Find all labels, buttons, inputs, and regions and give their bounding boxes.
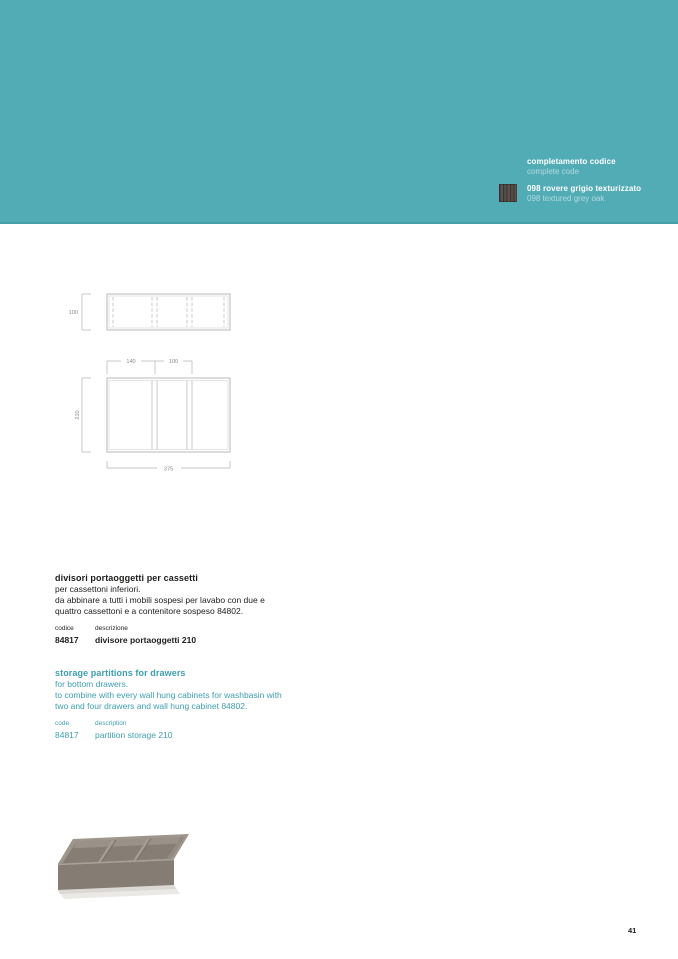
col-header-desc: description [95, 720, 127, 727]
finish-label-en: complete code [527, 167, 580, 176]
col-header-desc: descrizione [95, 625, 128, 632]
product-title-en: storage partitions for drawers [55, 668, 186, 678]
product-info-it [55, 573, 355, 645]
spec-table-it [55, 625, 355, 645]
col-header-code: codice [55, 625, 74, 632]
page-number: 41 [628, 926, 637, 935]
product-desc-line: two and four drawers and wall hung cabinet 84802. [55, 701, 248, 711]
finish-names [527, 184, 641, 204]
technical-drawings [60, 285, 240, 485]
finish-labels [527, 157, 664, 177]
finish-name-it: 098 rovere grigio texturizzato [527, 184, 642, 193]
product-desc-line: for bottom drawers. [55, 679, 129, 689]
spec-desc: divisore portaoggetti 210 [95, 635, 197, 645]
product-desc-line: per cassettoni inferiori. [55, 584, 141, 594]
front-view-drawing [75, 359, 230, 472]
spec-code: 84817 [55, 730, 79, 740]
spec-desc: partition storage 210 [95, 730, 173, 740]
product-desc-line: quattro cassettoni e a contenitore sospeso 84802. [55, 606, 244, 616]
wood-texture-swatch-icon [499, 184, 517, 202]
product-title-it: divisori portaoggetti per cassetti [55, 573, 198, 583]
col-header-code: code [55, 720, 70, 727]
spec-table-header [55, 625, 355, 633]
spec-table-row [55, 730, 355, 740]
dim-label-section2: 100 [168, 359, 179, 366]
spec-table-row [55, 635, 355, 645]
finish-info-block [499, 157, 664, 204]
dim-label-topview-height: 100 [68, 310, 78, 316]
finish-row [499, 184, 664, 204]
spec-code: 84817 [55, 635, 79, 645]
product-info-en [55, 668, 355, 740]
dim-label-total-width: 375 [163, 466, 174, 473]
dim-label-section1: 140 [126, 359, 136, 366]
top-view-drawing [69, 294, 230, 330]
product-photo-drawer-organizer [48, 824, 198, 914]
finish-name-en: 098 textured grey oak [527, 194, 605, 203]
spec-table-en [55, 720, 355, 740]
dim-label-height: 210 [75, 410, 81, 420]
product-desc-line: da abbinare a tutti i mobili sospesi per lavabo con due e [55, 595, 265, 605]
product-desc-line: to combine with every wall hung cabinets for washbasin with [55, 690, 282, 700]
finish-label-it: completamento codice [527, 157, 616, 166]
spec-table-header [55, 720, 355, 728]
